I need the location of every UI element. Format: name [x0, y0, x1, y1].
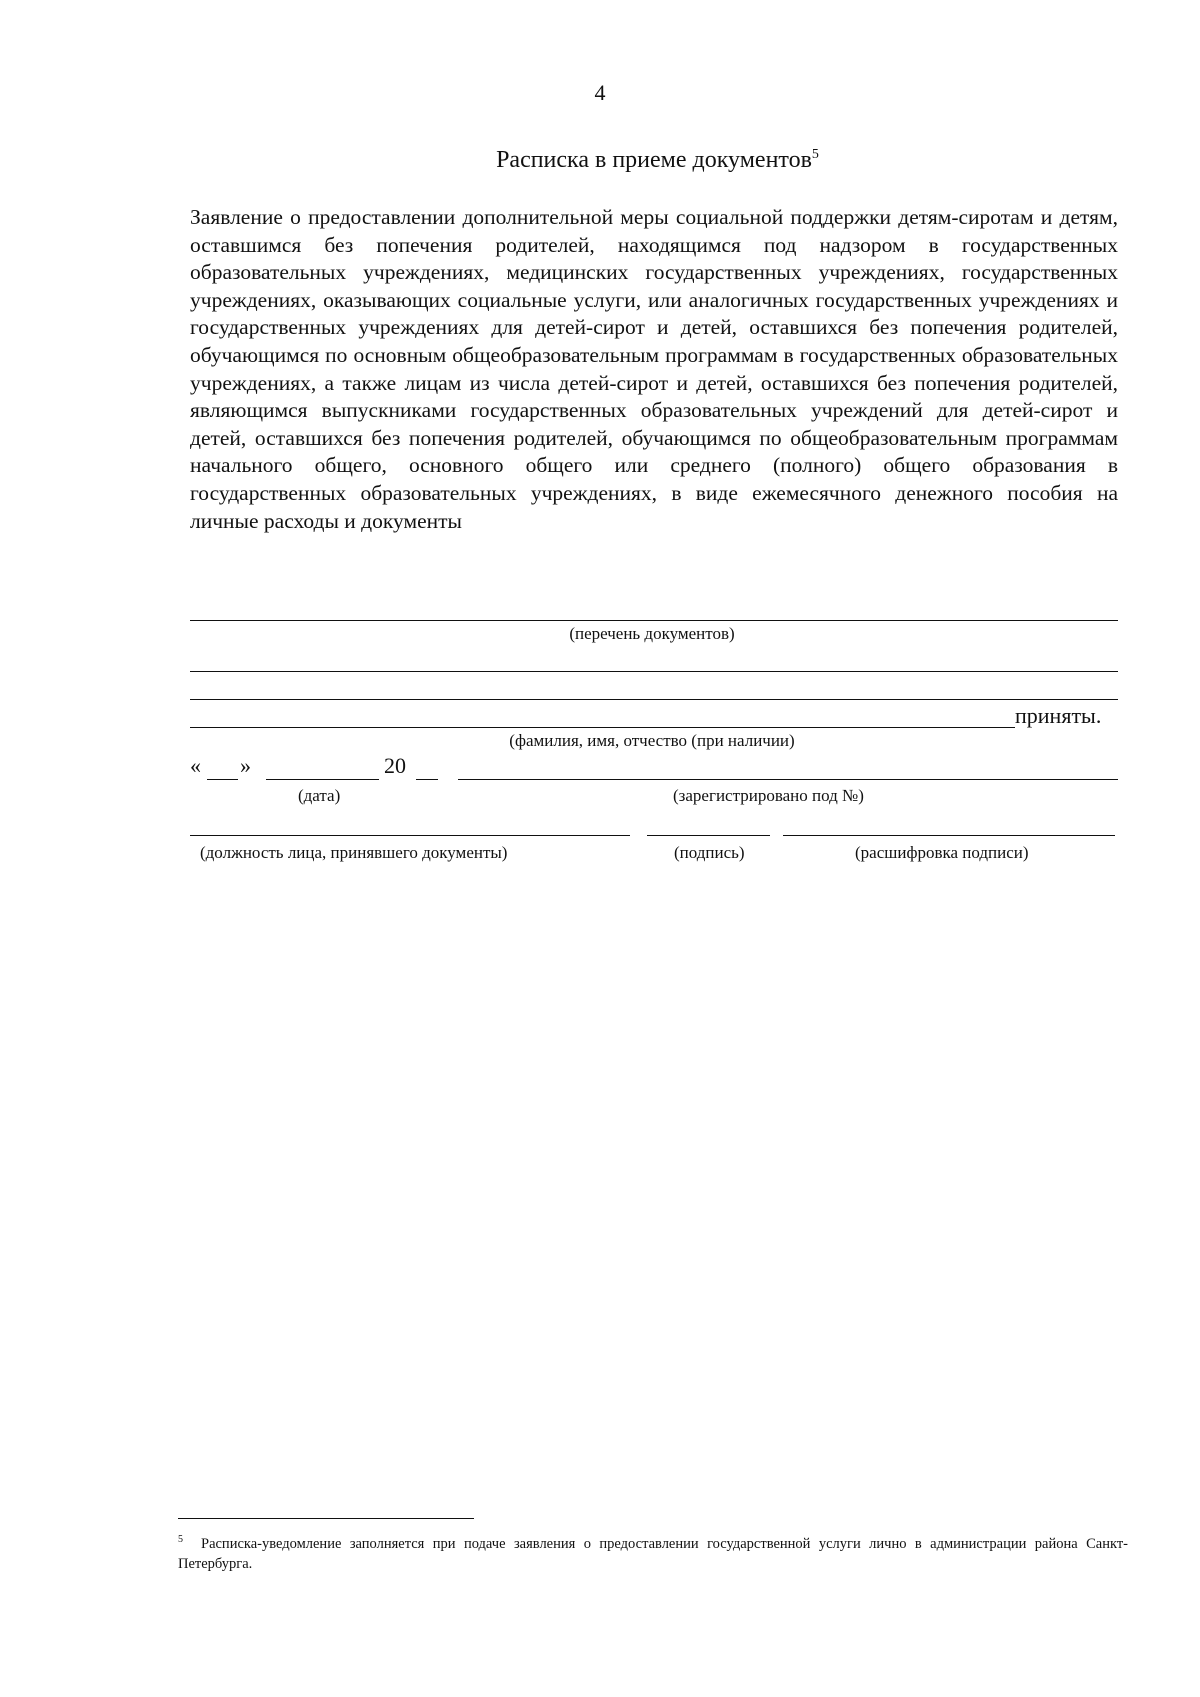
signature-decoding-caption: (расшифровка подписи) — [855, 843, 1029, 862]
documents-list-line-1 — [190, 620, 1118, 621]
date-open-quote: « — [190, 753, 201, 778]
date-caption: (дата) — [298, 786, 341, 805]
footnote — [178, 1530, 1128, 1574]
position-line — [190, 835, 630, 836]
registered-caption: (зарегистрировано под №) — [673, 786, 864, 805]
date-month-line — [266, 779, 379, 780]
signature-decoding-line — [783, 835, 1115, 836]
footnote-text: Расписка-уведомление заполняется при подаче заявления о предоставлении государственной услуги лично в администрации района Санкт-Петербурга. — [178, 1535, 1128, 1572]
signature-line — [647, 835, 770, 836]
footnote-separator — [178, 1518, 474, 1519]
signature-caption: (подпись) — [674, 843, 745, 862]
page-title — [0, 147, 1200, 174]
documents-list-line-2 — [190, 671, 1118, 672]
date-year-line — [416, 779, 438, 780]
application-text: Заявление о предоставлении дополнительной меры социальной поддержки детям-сиротам и детям, оставшимся без попечения родителей, находящимся под надзором в государственных образовательных учреждениях, медицинских государственных учреждениях, государственных учреждениях, оказывающих социальные услуги, или аналогичных государственных учреждениях и государственных учреждениях для детей-сирот и детей, оставшихся без попечения родителей, обучающимся по основным общеобразовательным программам в государственных образовательных учреждениях, а также лицам из числа детей-сирот и детей, оставшихся без попечения родителей, являющимся выпускниками государственных образовательных учреждений для детей-сирот и детей, оставшихся без попечения родителей, обучающимся по общеобразовательным программам начального общего, основного общего или среднего (полного) общего образования в государственных образовательных учреждениях, в виде ежемесячного денежного пособия на личные расходы и документы — [190, 205, 1118, 533]
date-day-line — [207, 779, 238, 780]
documents-list-line-3 — [190, 699, 1118, 700]
documents-list-caption: (перечень документов) — [569, 624, 735, 643]
date-year-prefix: 20 — [384, 753, 406, 778]
accepted-label: приняты. — [1015, 703, 1102, 728]
registration-number-line — [458, 779, 1118, 780]
fio-caption: (фамилия, имя, отчество (при наличии) — [509, 731, 795, 750]
date-close-quote: » — [240, 753, 251, 778]
title-text: Расписка в приеме документов — [496, 147, 812, 173]
footnote-mark: 5 — [178, 1534, 183, 1545]
fio-line — [190, 727, 1015, 728]
position-caption: (должность лица, принявшего документы) — [200, 843, 508, 862]
title-footnote-mark: 5 — [811, 147, 819, 162]
page-number: 4 — [594, 80, 606, 105]
